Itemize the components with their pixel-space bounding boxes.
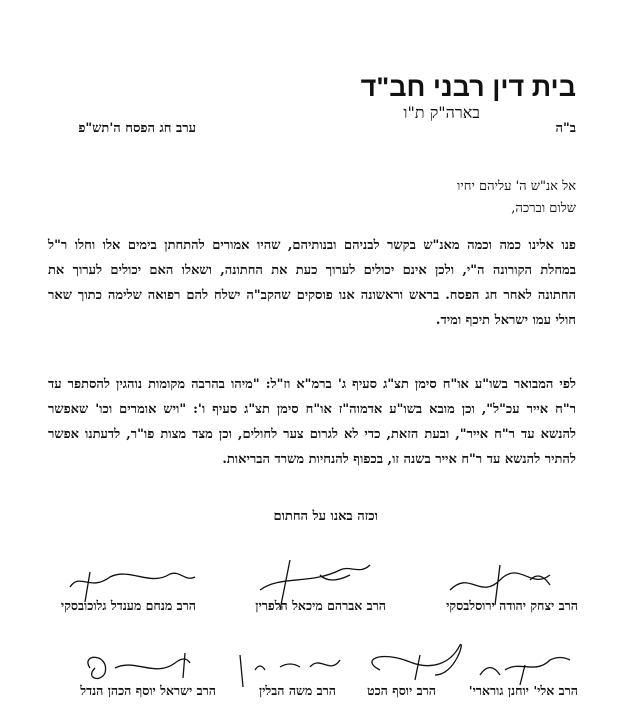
text-line: במחלת הקורונה ה"י, ולכן אינם יכולים לערוך כעת את החתונה, ושאלו האם יכולים לערוך את [48, 263, 576, 278]
bh-mark: ב"ה [555, 121, 576, 136]
letter-date: ערב חג הפסח ה'תש"פ [78, 121, 196, 136]
text-line: לפי המבואר בשו"ע או"ח סימן תצ"ג סעיף ג' ברמ"א וז"ל: "מיהו בהרבה מקומות נוהגין להסתפר עד [48, 377, 576, 392]
signatory-name: הרב אלי' יוחנן גורארי' [468, 683, 578, 698]
signature-mark [60, 562, 200, 602]
text-line: החתונה לאחר חג הפסח. בראש וראשונה אנו פוסקים שהקב"ה ישלח להם רפואה שלימה כתוך שאר [48, 288, 576, 303]
signature-mark [475, 650, 575, 685]
text-line: חולי עמו ישראל תיכף ומיד. [435, 313, 576, 328]
page-subtitle: בארה"ק ת"ו [403, 103, 480, 122]
paragraph-2 [48, 372, 576, 472]
paragraph-1 [48, 233, 576, 333]
text-line: להתיר להנשא עד ר"ח אייר בשנה זו, בכפוף להנחיות משרד הבריאות. [222, 452, 576, 467]
text-line: ר"ח אייר עכ"ל", וכן מובא בשו"ע אדמוה"ז או"ח סימן תצ"ג סעיף ו': "ויש אומרים וכו' שאפשר [48, 402, 576, 417]
page-title: בית דין רבני חב"ד [360, 72, 576, 102]
signatory-name: הרב אברהם מיכאל הלפרין [255, 598, 386, 613]
signature-mark [360, 640, 470, 685]
text-line: להנשא עד ר"ח אייר", ובעת הזאת, כדי לא לגרום צער לחולים, וכן מצד מצות פו"ר, לדעתנו אפשר [48, 427, 576, 442]
closing-line: וכזה באנו על החתום [273, 509, 378, 524]
signatory-name: הרב יצחק יהודה ירוסלבסקי [446, 598, 578, 613]
text-line: פנו אלינו כמה וכמה מאנ"ש בקשר לבניהם ובנותיהם, שהיו אמורים להתחתן בימים אלו וחלו ר"ל [48, 238, 576, 253]
greeting-line: שלום וברכה, [511, 201, 576, 216]
signatory-name: הרב משה הבלין [258, 683, 336, 698]
signatory-name: הרב מנחם מענדל גלוכובסקי [60, 598, 196, 613]
greeting-line: אל אנ"ש ה' עליהם יחיו [457, 179, 576, 194]
signatory-name: הרב ישראל יוסף הכהן הנדל [80, 683, 216, 698]
signatory-name: הרב יוסף הכט [367, 683, 436, 698]
signature-mark [75, 648, 205, 688]
